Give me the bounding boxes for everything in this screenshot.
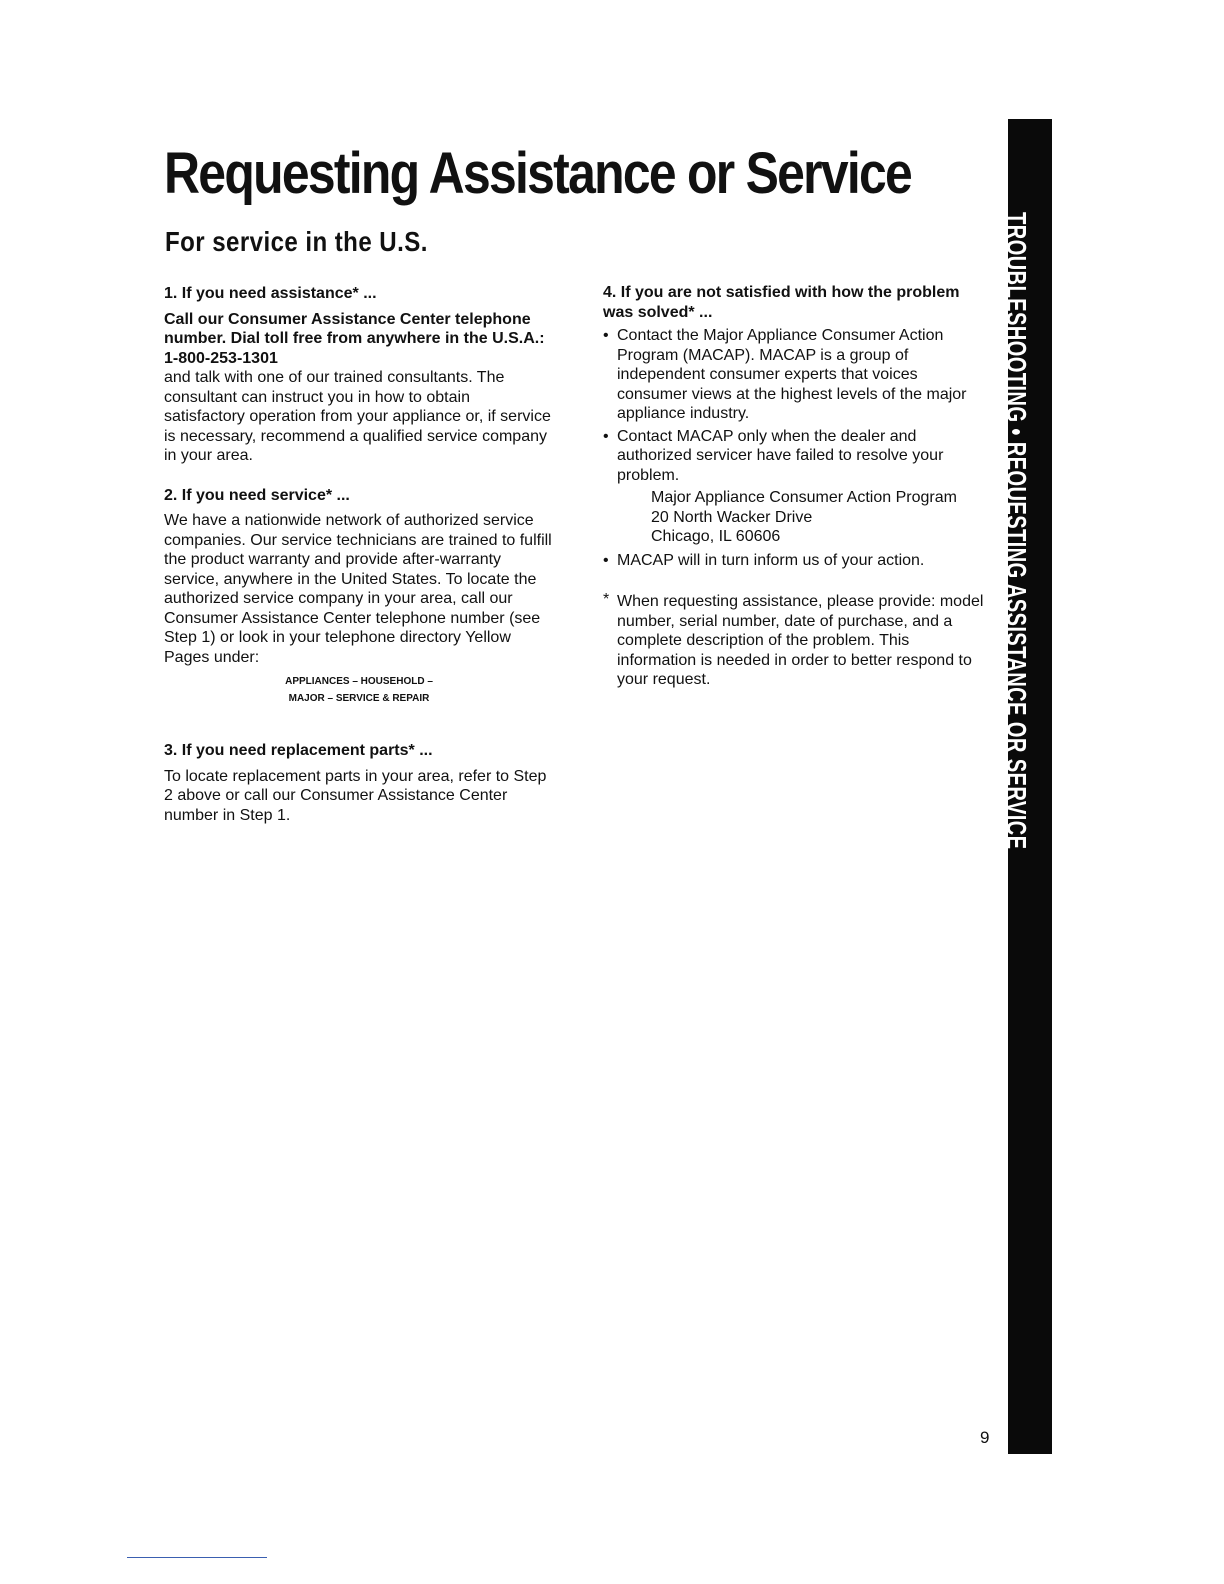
call-instructions: Call our Consumer Assistance Center telephone number. Dial toll free from anywhere in the U.S.A.: [164,310,545,347]
section-not-satisfied [603,283,988,570]
list-item-text: Contact MACAP only when the dealer and authorized servicer have failed to resolve your problem. [617,427,944,484]
address-line: Major Appliance Consumer Action Program [651,489,957,506]
list-item [603,326,988,424]
left-column [164,284,554,845]
list-item [603,551,988,571]
footnote [603,592,988,690]
footnote-text: When requesting assistance, please provide: model number, serial number, date of purchase, and a complete description of the problem. This information is needed in order to better respond to your request. [617,593,984,688]
section-body: To locate replacement parts in your area, refer to Step 2 above or call our Consumer Assistance Center number in Step 1. [164,767,547,824]
address-line: Chicago, IL 60606 [651,528,781,545]
footnote-mark: * [603,591,610,608]
list-item-text: Contact the Major Appliance Consumer Action Program (MACAP). MACAP is a group of independent consumer experts that voices consumer views at the highest levels of the major appliance industry. [617,327,967,422]
section-heading: 3. If you need replacement parts* ... [164,742,433,759]
right-column [603,283,988,690]
address-line: 20 North Wacker Drive [651,508,813,526]
list-item-text: MACAP will in turn inform us of your action. [617,551,925,569]
yellow-pages-line: APPLIANCES – HOUSEHOLD – [285,676,433,687]
section-assistance [164,284,554,466]
yellow-pages-listing [164,673,554,707]
section-heading: 1. If you need assistance* ... [164,285,377,302]
page-title: Requesting Assistance or Service [164,141,912,206]
phone-number: 1-800-253-1301 [164,349,278,367]
bullet-list [603,326,988,570]
yellow-pages-line: MAJOR – SERVICE & REPAIR [288,693,430,704]
section-parts [164,741,554,825]
bottom-rule [127,1557,267,1558]
section-heading: 2. If you need service* ... [164,486,350,504]
sidebar-label: TROUBLESHOOTING • REQUESTING ASSISTANCE OR SERVICE [1001,212,1032,850]
section-service [164,486,554,708]
page-subtitle: For service in the U.S. [165,226,428,257]
list-item [603,427,988,547]
bullet-icon: • [603,327,609,344]
section-body: and talk with one of our trained consultants. The consultant can instruct you in how to obtain satisfactory operation from your appliance or, if service is necessary, recommend a qualified service company in your area. [164,369,551,464]
macap-address [617,488,988,547]
bullet-icon: • [603,551,609,569]
section-body: We have a nationwide network of authorized service companies. Our service technicians are trained to fulfill the product warranty and provide after-warranty service, anywhere in the United States. To locate the authorized service company in your area, call our Consumer Assistance Center telephone number (see Step 1) or look in your telephone directory Yellow Pages under: [164,512,552,666]
page-number: 9 [980,1428,990,1447]
bullet-icon: • [603,427,609,445]
section-heading: 4. If you are not satisfied with how the problem was solved* ... [603,284,960,321]
